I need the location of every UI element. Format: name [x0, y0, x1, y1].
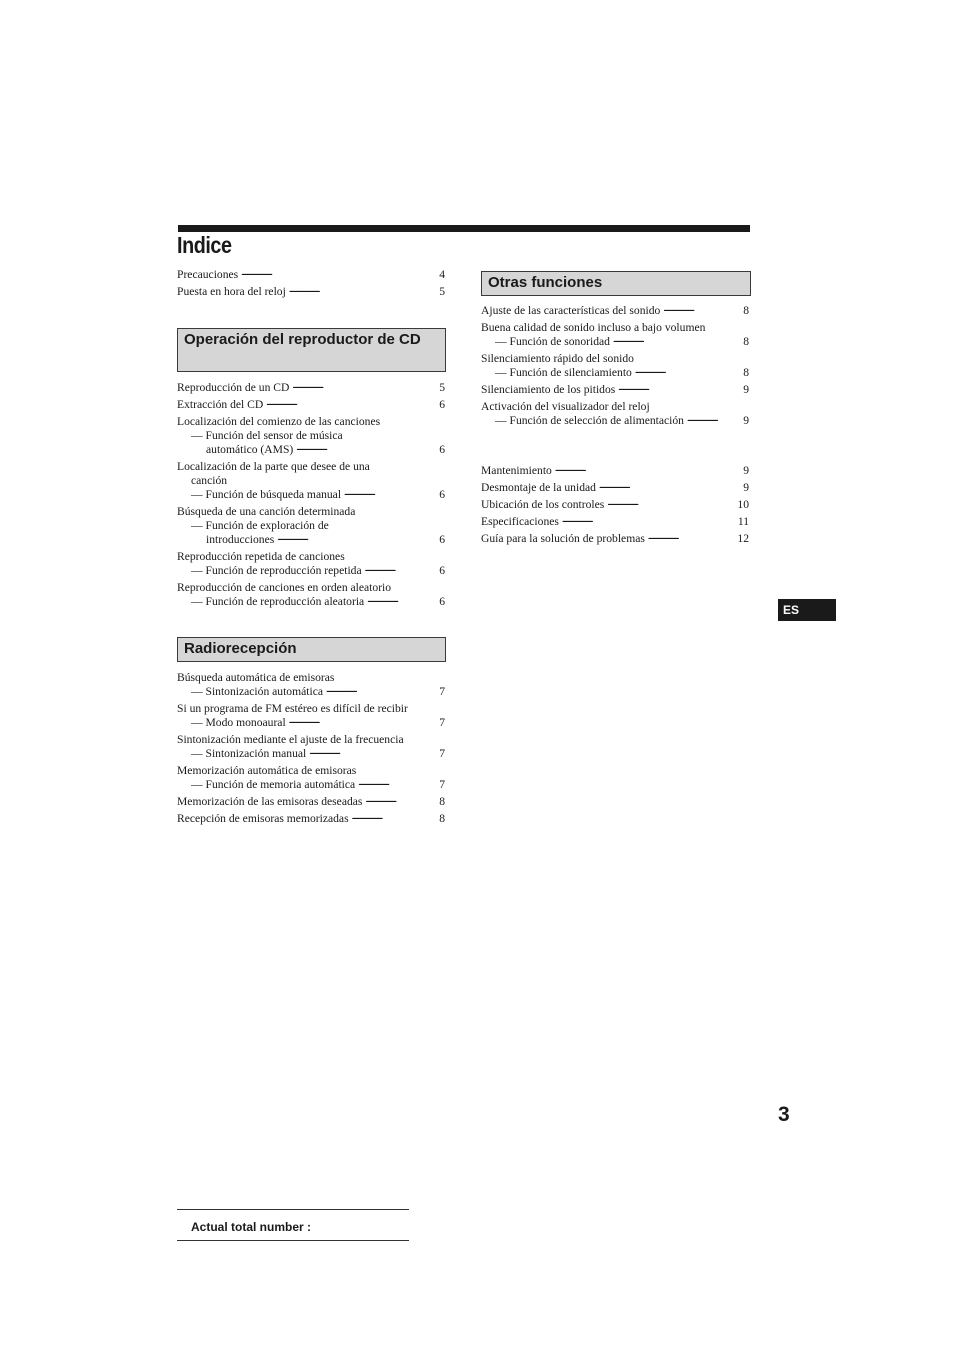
toc-line: [481, 498, 749, 512]
toc-line: [481, 366, 749, 380]
toc-leader: [266, 398, 434, 408]
toc-page-number: 8: [439, 795, 445, 808]
toc-text: Extracción del CD: [177, 398, 264, 411]
toc-entry: [481, 515, 749, 529]
toc-leader: [613, 335, 738, 345]
toc-text: Especificaciones: [481, 515, 559, 528]
toc-entry: [481, 304, 749, 318]
toc-leader: [296, 443, 434, 453]
toc-page-number: 5: [439, 285, 445, 298]
toc-line: [177, 716, 445, 730]
toc-text: Búsqueda automática de emisoras: [177, 671, 335, 684]
footer-rule-top: [177, 1209, 409, 1210]
other-section-list: [481, 304, 749, 431]
toc-text: Precauciones: [177, 268, 239, 281]
language-badge: ES: [778, 599, 836, 621]
toc-line: [177, 285, 445, 299]
toc-line: [177, 778, 445, 792]
toc-entry: [177, 285, 445, 299]
toc-text: introducciones: [206, 533, 275, 546]
section-heading-cd: Operación del reproductor de CD: [177, 328, 446, 372]
toc-text: Sintonización mediante el ajuste de la frecuencia: [177, 733, 404, 746]
toc-line: [177, 764, 445, 778]
toc-page-number: 5: [439, 381, 445, 394]
toc-text: — Sintonización manual: [191, 747, 307, 760]
cd-section-list: [177, 381, 445, 612]
footer-rule-bottom: [177, 1240, 409, 1241]
toc-text: Reproducción de canciones en orden aleatorio: [177, 581, 392, 594]
toc-line: [481, 383, 749, 397]
title-rule: [178, 225, 750, 232]
toc-entry: [177, 415, 445, 457]
toc-page-number: 9: [743, 383, 749, 396]
toc-leader: [365, 564, 434, 574]
toc-entry: [177, 460, 445, 502]
toc-text: — Función de búsqueda manual: [191, 488, 342, 501]
toc-page-number: 11: [737, 515, 749, 528]
toc-text: Puesta en hora del reloj: [177, 285, 286, 298]
toc-line: [177, 595, 445, 609]
toc-leader: [663, 304, 738, 314]
toc-text: Memorización de las emisoras deseadas: [177, 795, 363, 808]
toc-leader: [607, 498, 734, 508]
toc-leader: [309, 747, 434, 757]
toc-entry: [177, 505, 445, 547]
toc-line: [177, 550, 445, 564]
toc-leader: [599, 481, 738, 491]
toc-line: [481, 400, 749, 414]
toc-leader: [277, 533, 434, 543]
radio-section-list: [177, 671, 445, 829]
toc-page-number: 9: [743, 414, 749, 427]
toc-line: [177, 415, 445, 429]
toc-text: Localización del comienzo de las canciones: [177, 415, 381, 428]
toc-leader: [241, 268, 434, 278]
toc-text: Si un programa de FM estéreo es difícil de recibir: [177, 702, 408, 715]
toc-text: Activación del visualizador del reloj: [481, 400, 650, 413]
page-number: 3: [778, 1103, 790, 1126]
toc-text: Mantenimiento: [481, 464, 552, 477]
toc-line: [481, 515, 749, 529]
toc-page-number: 8: [743, 304, 749, 317]
toc-page-number: 7: [439, 778, 445, 791]
toc-line: [177, 747, 445, 761]
toc-line: [177, 505, 445, 519]
toc-entry: [177, 812, 445, 826]
toc-line: [177, 733, 445, 747]
toc-entry: [177, 702, 445, 730]
toc-text: Reproducción de un CD: [177, 381, 290, 394]
toc-page-number: 9: [743, 464, 749, 477]
toc-text: — Función de selección de alimentación: [495, 414, 684, 427]
toc-text: — Función del sensor de música: [191, 429, 343, 442]
toc-entry: [177, 268, 445, 282]
toc-line: [177, 685, 445, 699]
toc-line: [481, 335, 749, 349]
toc-text: canción: [191, 474, 228, 487]
toc-page-number: 7: [439, 685, 445, 698]
toc-leader: [292, 381, 434, 391]
toc-leader: [618, 383, 738, 393]
toc-text: — Función de silenciamiento: [495, 366, 632, 379]
toc-page-number: 4: [439, 268, 445, 281]
toc-entry: [481, 532, 749, 546]
toc-entry: [177, 795, 445, 809]
toc-text: — Función de memoria automática: [191, 778, 356, 791]
toc-page-number: 9: [743, 481, 749, 494]
toc-leader: [352, 812, 434, 822]
toc-line: [177, 519, 445, 533]
toc-line: [177, 812, 445, 826]
toc-line: [481, 304, 749, 318]
toc-text: Silenciamiento rápido del sonido: [481, 352, 634, 365]
toc-line: [177, 702, 445, 716]
section-heading-other: Otras funciones: [481, 271, 751, 296]
toc-line: [177, 381, 445, 395]
toc-leader: [562, 515, 735, 525]
page-title: Indice: [177, 232, 232, 258]
toc-entry: [481, 400, 749, 428]
toc-text: Silenciamiento de los pitidos: [481, 383, 616, 396]
toc-entry: [177, 550, 445, 578]
toc-page-number: 7: [439, 716, 445, 729]
toc-leader: [326, 685, 434, 695]
toc-text: Búsqueda de una canción determinada: [177, 505, 356, 518]
footer-label: Actual total number :: [191, 1220, 312, 1234]
toc-leader: [635, 366, 738, 376]
toc-leader: [367, 595, 434, 605]
toc-text: Desmontaje de la unidad: [481, 481, 596, 494]
toc-line: [177, 488, 445, 502]
toc-leader: [365, 795, 434, 805]
toc-line: [177, 564, 445, 578]
toc-leader: [344, 488, 434, 498]
toc-line: [481, 532, 749, 546]
toc-text: Buena calidad de sonido incluso a bajo volumen: [481, 321, 706, 334]
toc-entry: [481, 498, 749, 512]
toc-line: [481, 481, 749, 495]
toc-line: [177, 398, 445, 412]
toc-leader: [555, 464, 738, 474]
toc-text: Reproducción repetida de canciones: [177, 550, 345, 563]
toc-line: [481, 464, 749, 478]
toc-entry: [481, 321, 749, 349]
toc-text: automático (AMS): [206, 443, 294, 456]
toc-line: [481, 321, 749, 335]
toc-page-number: 8: [743, 366, 749, 379]
toc-leader: [358, 778, 434, 788]
toc-line: [177, 474, 445, 488]
toc-line: [177, 460, 445, 474]
toc-text: — Sintonización automática: [191, 685, 324, 698]
toc-page-number: 6: [439, 398, 445, 411]
toc-entry: [177, 581, 445, 609]
section-heading-radio: Radiorecepción: [177, 637, 446, 662]
toc-page-number: 10: [737, 498, 749, 511]
toc-text: — Función de sonoridad: [495, 335, 610, 348]
toc-line: [177, 268, 445, 282]
toc-page-number: 6: [439, 595, 445, 608]
intro-list: [177, 268, 445, 302]
toc-text: Guía para la solución de problemas: [481, 532, 645, 545]
toc-page-number: 8: [439, 812, 445, 825]
toc-line: [177, 533, 445, 547]
toc-line: [481, 414, 749, 428]
toc-text: Recepción de emisoras memorizadas: [177, 812, 349, 825]
toc-line: [177, 671, 445, 685]
toc-leader: [289, 285, 434, 295]
toc-line: [177, 795, 445, 809]
toc-page-number: 6: [439, 564, 445, 577]
toc-page-number: 6: [439, 488, 445, 501]
toc-text: — Función de reproducción repetida: [191, 564, 362, 577]
toc-entry: [177, 733, 445, 761]
toc-entry: [481, 352, 749, 380]
toc-text: Ajuste de las características del sonido: [481, 304, 661, 317]
toc-leader: [687, 414, 738, 424]
toc-leader: [648, 532, 735, 542]
toc-entry: [481, 481, 749, 495]
misc-list: [481, 464, 749, 549]
toc-entry: [177, 381, 445, 395]
toc-page-number: 6: [439, 443, 445, 456]
toc-entry: [177, 671, 445, 699]
toc-page-number: 7: [439, 747, 445, 760]
toc-page-number: 12: [737, 532, 749, 545]
toc-leader: [289, 716, 434, 726]
toc-line: [177, 443, 445, 457]
toc-page-number: 8: [743, 335, 749, 348]
toc-line: [481, 352, 749, 366]
toc-entry: [177, 764, 445, 792]
toc-text: — Modo monoaural: [191, 716, 286, 729]
toc-entry: [177, 398, 445, 412]
toc-page-number: 6: [439, 533, 445, 546]
toc-text: Memorización automática de emisoras: [177, 764, 357, 777]
toc-line: [177, 581, 445, 595]
toc-text: — Función de exploración de: [191, 519, 329, 532]
toc-text: Ubicación de los controles: [481, 498, 605, 511]
toc-entry: [481, 383, 749, 397]
toc-entry: [481, 464, 749, 478]
toc-text: — Función de reproducción aleatoria: [191, 595, 365, 608]
toc-text: Localización de la parte que desee de una: [177, 460, 370, 473]
toc-line: [177, 429, 445, 443]
